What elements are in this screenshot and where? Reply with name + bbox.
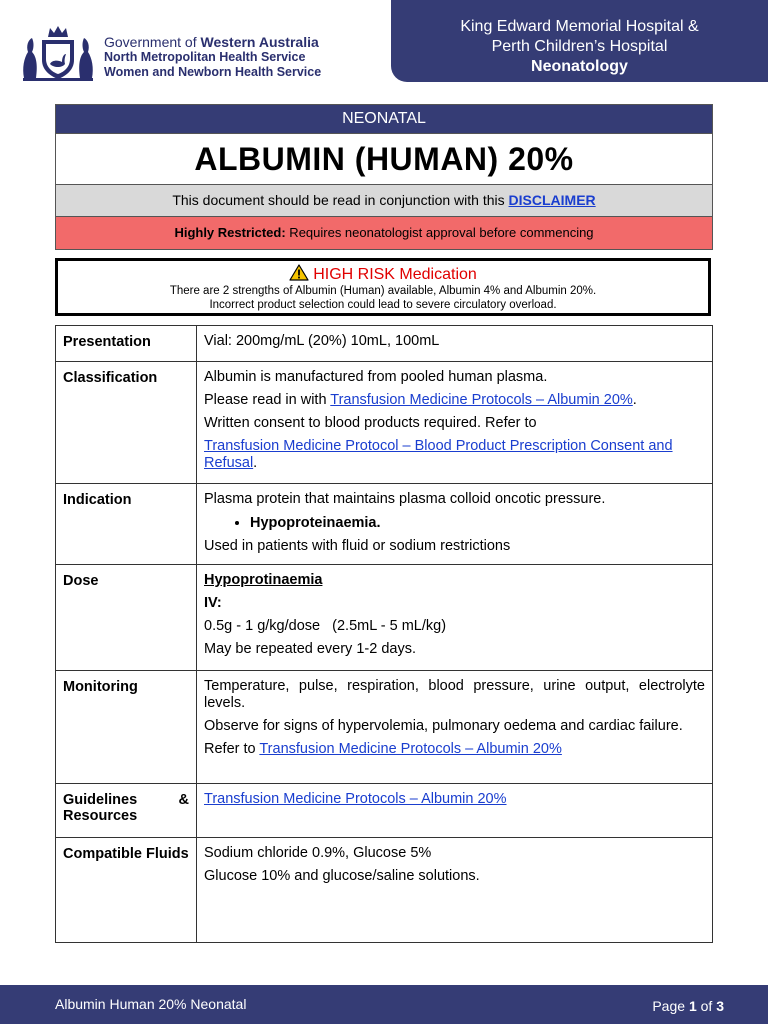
high-risk-line-1: There are 2 strengths of Albumin (Human) available, Albumin 4% and Albumin 20%. [169, 285, 597, 297]
classification-p2-text: Please read in with [204, 392, 331, 408]
high-risk-line-2: Incorrect product selection could lead to severe circulatory overload. [209, 299, 557, 311]
dose-content [197, 565, 713, 671]
disclaimer-row [56, 184, 712, 216]
fluids-label: Compatible Fluids [56, 838, 197, 943]
page-current: 1 [688, 998, 697, 1014]
transfusion-protocol-link[interactable]: Transfusion Medicine Protocols – Albumin 20% [330, 392, 633, 408]
table-row [56, 326, 713, 362]
hospital-line-2: Perth Children’s Hospital [491, 38, 668, 55]
presentation-label: Presentation [56, 326, 197, 362]
monitoring-label: Monitoring [56, 671, 197, 784]
table-row [56, 671, 713, 784]
service-name-2: Women and Newborn Health Service [104, 65, 322, 79]
gov-prefix: Government of [104, 34, 201, 50]
hospital-banner [391, 0, 768, 82]
high-risk-box [55, 258, 711, 316]
presentation-text: Vial: 200mg/mL (20%) 10mL, 100mL [204, 333, 440, 349]
indication-label: Indication [56, 484, 197, 565]
guidelines-label-word: Guidelines [63, 792, 138, 808]
page-prefix: Page [652, 998, 689, 1014]
page-of: of [696, 998, 717, 1014]
footer [0, 985, 768, 1024]
monitoring-p1: Temperature, pulse, respiration, blood pressure, urine output, electrolyte levels. [204, 678, 705, 711]
disclaimer-link[interactable]: DISCLAIMER [508, 192, 596, 208]
dose-label: Dose [56, 565, 197, 671]
table-row [56, 565, 713, 671]
dose-repeat: May be repeated every 1-2 days. [204, 641, 416, 657]
indication-p2: Used in patients with fluid or sodium restrictions [204, 538, 511, 554]
coat-of-arms-icon [18, 24, 98, 82]
fluids-p2: Glucose 10% and glucose/saline solutions. [204, 868, 480, 884]
dose-heading: Hypoprotinaemia [204, 572, 323, 588]
indication-p1: Plasma protein that maintains plasma colloid oncotic pressure. [204, 491, 606, 507]
hospital-line-3: Neonatology [531, 58, 628, 75]
classification-p2-end: . [632, 392, 637, 408]
disclaimer-text: This document should be read in conjunction with this [172, 192, 509, 208]
indication-bullet: • Hypoproteinaemia. [250, 514, 705, 532]
classification-p3: Written consent to blood products required. Refer to [204, 415, 537, 431]
indication-content [197, 484, 713, 565]
guidelines-protocol-link[interactable]: Transfusion Medicine Protocols – Albumin 20% [204, 791, 507, 807]
page-indicator [652, 998, 724, 1014]
footer-doc-name: Albumin Human 20% Neonatal [55, 996, 247, 1012]
classification-p4-end: . [253, 455, 258, 471]
table-row [56, 362, 713, 484]
gov-state: Western Australia [200, 34, 319, 50]
dose-route: IV: [204, 595, 222, 611]
monitoring-p2: Observe for signs of hypervolemia, pulmonary oedema and cardiac failure. [204, 718, 683, 734]
gov-logo [18, 24, 358, 86]
service-name-1: North Metropolitan Health Service [104, 50, 306, 64]
monitoring-protocol-link[interactable]: Transfusion Medicine Protocols – Albumin 20% [259, 741, 562, 757]
table-row [56, 838, 713, 943]
classification-label: Classification [56, 362, 197, 484]
classification-content [197, 362, 713, 484]
dose-amount: 0.5g - 1 g/kg/dose (2.5mL - 5 mL/kg) [204, 618, 447, 634]
fluids-p1: Sodium chloride 0.9%, Glucose 5% [204, 845, 432, 861]
restricted-text: Requires neonatologist approval before commencing [285, 225, 594, 240]
table-row [56, 484, 713, 565]
guidelines-label-word2: Resources [63, 808, 138, 824]
category-bar: NEONATAL [56, 105, 712, 133]
page-title: ALBUMIN (HUMAN) 20% [56, 133, 712, 184]
high-risk-title: HIGH RISK Medication [313, 266, 477, 283]
page-total: 3 [716, 998, 724, 1014]
guidelines-content [197, 784, 713, 838]
restricted-label: Highly Restricted: [174, 225, 286, 240]
guidelines-label-amp: & [178, 792, 189, 808]
hospital-line-1: King Edward Memorial Hospital & [460, 18, 699, 35]
monitoring-content [197, 671, 713, 784]
table-row [56, 784, 713, 838]
guidelines-label [56, 784, 197, 838]
blood-product-consent-link[interactable]: Transfusion Medicine Protocol – Blood Product Prescription Consent and Refusal [204, 438, 673, 471]
monitoring-p3-text: Refer to [204, 741, 260, 757]
presentation-content [197, 326, 713, 362]
warning-icon [289, 264, 309, 281]
title-block [55, 104, 713, 250]
restricted-row [56, 216, 712, 249]
fluids-content [197, 838, 713, 943]
drug-info-table [55, 325, 713, 943]
classification-p1: Albumin is manufactured from pooled human plasma. [204, 369, 548, 385]
